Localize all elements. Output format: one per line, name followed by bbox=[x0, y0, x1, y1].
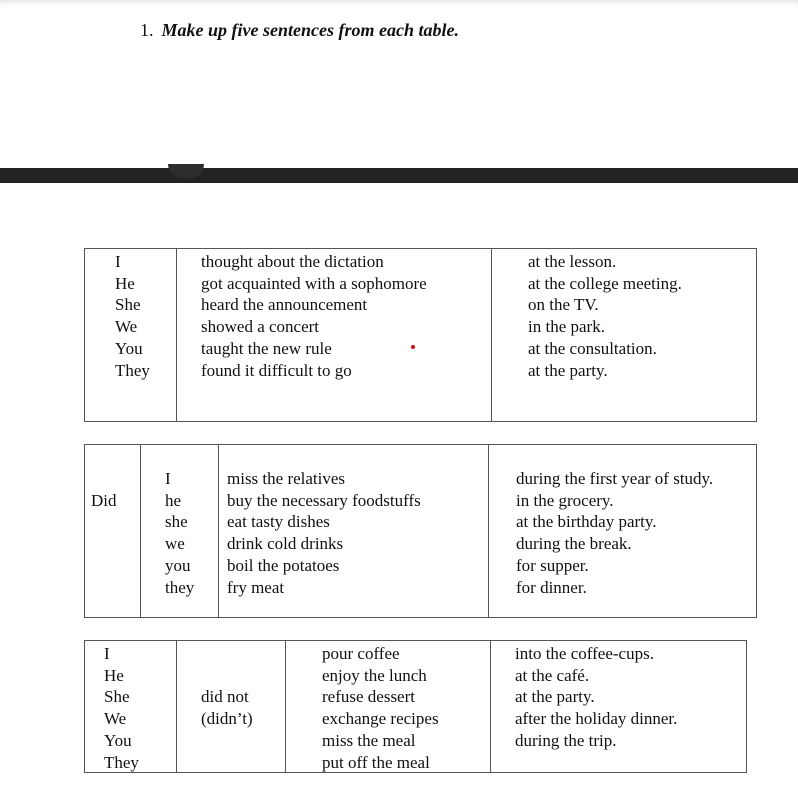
table-2-action: buy the necessary foodstuffs bbox=[227, 490, 421, 510]
table-3-negation-line: (didn’t) bbox=[201, 708, 253, 728]
table-3-place: at the party. bbox=[515, 687, 595, 707]
red-dot-mark bbox=[411, 345, 415, 349]
table-1-place: in the park. bbox=[528, 317, 605, 337]
table-1-place: on the TV. bbox=[528, 295, 599, 315]
table-1-subject: You bbox=[115, 338, 143, 358]
task-heading bbox=[140, 20, 459, 41]
table-3-action: refuse dessert bbox=[322, 687, 415, 707]
table-3-subject: We bbox=[104, 709, 127, 729]
table-2-aux bbox=[85, 445, 140, 617]
table-3-actions bbox=[285, 641, 490, 772]
table-2-places bbox=[488, 445, 756, 617]
table-2-subject: we bbox=[165, 534, 185, 554]
table-3-subject: You bbox=[104, 730, 132, 750]
table-3-subject: She bbox=[104, 687, 130, 707]
table-3-subjects bbox=[85, 641, 176, 772]
table-3-subject: He bbox=[104, 665, 124, 685]
table-2-action: drink cold drinks bbox=[227, 534, 344, 554]
table-3-negation-line: did not bbox=[201, 687, 249, 706]
table-3 bbox=[84, 640, 747, 773]
table-1-subject: We bbox=[115, 317, 138, 337]
table-1-subject: She bbox=[115, 295, 141, 315]
table-2-place: for supper. bbox=[516, 555, 589, 575]
table-2-place: for dinner. bbox=[516, 577, 587, 597]
table-1-place: at the party. bbox=[528, 360, 608, 380]
table-1-action: found it difficult to go bbox=[201, 360, 352, 380]
table-1-action: got acquainted with a sophomore bbox=[201, 273, 427, 293]
table-3-action: exchange recipes bbox=[322, 709, 439, 729]
table-2-actions bbox=[218, 445, 488, 617]
document-page bbox=[0, 0, 798, 168]
table-2-action: miss the relatives bbox=[227, 469, 346, 488]
table-1-places bbox=[491, 249, 756, 421]
table-3-place: at the café. bbox=[515, 665, 590, 685]
table-3-place: after the holiday dinner. bbox=[515, 709, 678, 729]
table-2 bbox=[84, 444, 757, 618]
table-3-place: during the trip. bbox=[515, 730, 617, 750]
table-1-actions bbox=[176, 249, 491, 421]
table-1-subject: They bbox=[115, 360, 150, 380]
table-2-action: fry meat bbox=[227, 577, 285, 597]
table-3-action: miss the meal bbox=[322, 730, 416, 750]
table-3-action: put off the meal bbox=[322, 752, 430, 772]
table-2-place: during the break. bbox=[516, 534, 632, 554]
table-3-action: enjoy the lunch bbox=[322, 665, 427, 685]
page-separator bbox=[0, 168, 798, 183]
table-2-subjects bbox=[140, 445, 218, 617]
table-2-place: at the birthday party. bbox=[516, 512, 657, 532]
table-2-subject: you bbox=[165, 555, 191, 575]
table-3-action: pour coffee bbox=[322, 644, 400, 663]
table-1 bbox=[84, 248, 757, 422]
table-3-places bbox=[490, 641, 746, 772]
table-2-action: boil the potatoes bbox=[227, 555, 340, 575]
table-3-subject: They bbox=[104, 752, 139, 772]
table-2-subject: she bbox=[165, 512, 188, 532]
table-2-subject: he bbox=[165, 490, 182, 510]
table-2-place: during the first year of study. bbox=[516, 469, 714, 488]
table-1-action: taught the new rule bbox=[201, 338, 332, 358]
task-text: Make up five sentences from each table. bbox=[161, 20, 459, 40]
table-3-negation bbox=[176, 641, 285, 772]
task-number: 1. bbox=[140, 20, 154, 40]
table-2-aux-word: Did bbox=[91, 491, 117, 510]
separator-handle bbox=[168, 164, 204, 178]
table-3-subject: I bbox=[104, 644, 110, 663]
table-1-action: showed a concert bbox=[201, 317, 320, 337]
table-1-place: at the college meeting. bbox=[528, 273, 682, 293]
table-1-place: at the consultation. bbox=[528, 338, 657, 358]
table-1-place: at the lesson. bbox=[528, 252, 617, 271]
table-1-subject: I bbox=[115, 252, 121, 271]
table-1-action: thought about the dictation bbox=[201, 252, 384, 271]
table-2-action: eat tasty dishes bbox=[227, 512, 330, 532]
table-1-subject: He bbox=[115, 273, 135, 293]
table-2-subject: they bbox=[165, 577, 195, 597]
table-1-subjects bbox=[85, 249, 176, 421]
table-1-action: heard the announcement bbox=[201, 295, 368, 315]
table-2-subject: I bbox=[165, 469, 171, 488]
table-2-place: in the grocery. bbox=[516, 490, 614, 510]
table-3-place: into the coffee-cups. bbox=[515, 644, 654, 663]
